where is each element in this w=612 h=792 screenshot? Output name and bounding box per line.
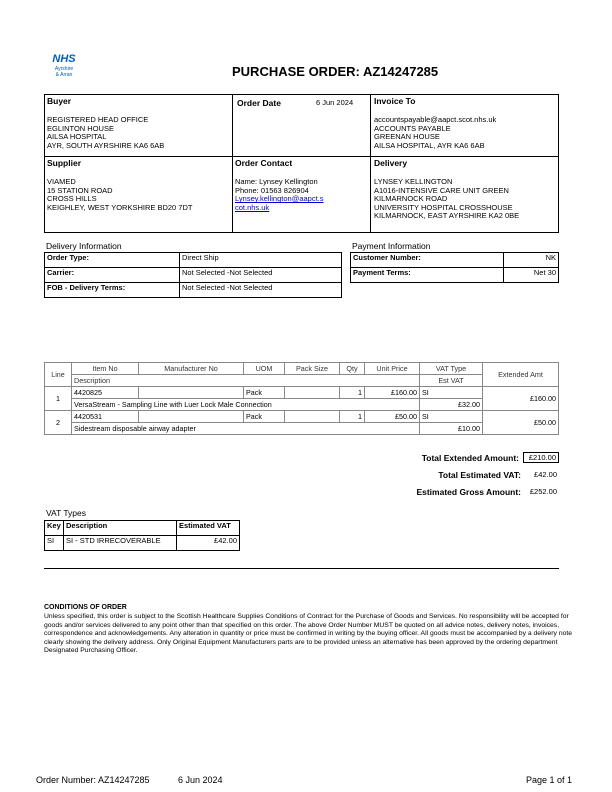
total-vat-label: Total Estimated VAT:	[438, 469, 521, 480]
supplier-line: KEIGHLEY, WEST YORKSHIRE BD20 7DT	[47, 202, 193, 212]
buyer-line: AYR, SOUTH AYRSHIRE KA6 6AB	[47, 140, 165, 150]
footer-order-number: Order Number: AZ14247285	[36, 775, 150, 785]
gross-amount-label: Estimated Gross Amount:	[416, 486, 521, 497]
table-row	[45, 399, 559, 411]
delivery-section	[374, 158, 558, 221]
table-row	[45, 423, 559, 435]
contact-phone: Phone: 01563 826904	[235, 185, 309, 195]
col-extended-amt: Extended Amt	[483, 363, 559, 387]
supplier-line: CROSS HILLS	[47, 194, 97, 204]
qty: 1	[340, 387, 365, 399]
nhs-logo-sub1: Ayrshire	[54, 66, 74, 72]
contact-email-link-cont[interactable]: cot.nhs.uk	[235, 202, 270, 212]
unit-price: £160.00	[365, 387, 420, 399]
payment-terms-value: Net 30	[504, 268, 559, 283]
line-number: 1	[45, 387, 72, 411]
order-contact-label: Order Contact	[235, 158, 293, 168]
supplier-line: 15 STATION ROAD	[47, 185, 113, 195]
invoice-to-line: ACCOUNTS PAYABLE	[374, 123, 451, 133]
order-date-value: 6 Jun 2024	[316, 98, 354, 107]
nhs-logo	[44, 53, 84, 89]
table-row	[45, 536, 240, 551]
order-type-value: Direct Ship	[180, 253, 342, 268]
item-no: 4420531	[72, 411, 139, 423]
manufacturer-no	[139, 387, 244, 399]
carrier-value: Not Selected -Not Selected	[180, 268, 342, 283]
payment-info-table	[350, 252, 559, 283]
buyer-section	[47, 96, 229, 150]
col-pack-size: Pack Size	[285, 363, 340, 375]
vat-key: SI	[45, 536, 64, 551]
fob-label: FOB - Delivery Terms:	[45, 283, 180, 298]
table-row	[45, 387, 559, 399]
contact-email-link[interactable]: Lynsey.kellington@aapct.s	[235, 194, 324, 204]
order-date-label: Order Date	[237, 98, 281, 108]
supplier-section	[47, 158, 229, 212]
invoice-to-line: accountspayable@aapct.scot.nhs.uk	[374, 115, 497, 124]
buyer-line: EGLINTON HOUSE	[47, 123, 114, 133]
delivery-line: UNIVERSITY HOSPITAL CROSSHOUSE	[374, 202, 513, 212]
customer-number-value: NK	[504, 253, 559, 268]
invoice-to-label: Invoice To	[374, 96, 416, 106]
col-description: Description	[72, 375, 420, 387]
delivery-line: KILMARNOCK, EAST AYRSHIRE KA2 0BE	[374, 211, 520, 221]
invoice-to-section	[374, 96, 556, 150]
item-no: 4420825	[72, 387, 139, 399]
nhs-logo-sub2: & Arran	[55, 72, 73, 78]
invoice-to-line: AILSA HOSPITAL, AYR KA6 6AB	[374, 140, 485, 150]
vat-type: SI	[420, 411, 483, 423]
unit-price: £50.00	[365, 411, 420, 423]
footer-date: 6 Jun 2024	[178, 775, 223, 785]
nhs-logo-text: NHS	[52, 53, 76, 65]
col-unit-price: Unit Price	[365, 363, 420, 375]
vat-types-title: VAT Types	[46, 508, 87, 518]
manufacturer-no	[139, 411, 244, 423]
supplier-line: VIAMED	[47, 177, 76, 186]
conditions-text: Unless specified, this order is subject to the Scottish Healthcare Supplies Conditions of Contract for the Purchase of Goods and Services. No responsibility will be accepted for goods and/or services delivered to any point other than that specified on this order. The above Order Number MUST be quoted on all advice notes, delivery notes, invoices, correspondence and acknowledgements. Any alteration in quantity or price must be confirmed in writing by the buying officer. All goods must be accompanied by a delivery note clearly showing the delivery address. Only Original Equipment Manufacturers parts are to be provided unless an alternative has been approved by the ordering department Designated Purchasing Officer.	[44, 613, 573, 655]
extended-amount: £160.00	[483, 387, 559, 411]
line-description: Sidestream disposable airway adapter	[72, 423, 420, 435]
est-vat: £10.00	[420, 423, 483, 435]
total-extended-label: Total Extended Amount:	[421, 452, 519, 463]
line-description: VersaStream - Sampling Line with Luer Lock Male Connection	[72, 399, 420, 411]
payment-info-title: Payment Information	[352, 241, 431, 251]
col-item-no: Item No	[72, 363, 139, 375]
vat-types-table	[44, 520, 240, 551]
contact-name: Name: Lynsey Kellington	[235, 177, 318, 186]
buyer-line: REGISTERED HEAD OFFICE	[47, 115, 149, 124]
vat-description: SI - STD IRRECOVERABLE	[64, 536, 177, 551]
delivery-info-table	[44, 252, 342, 298]
order-contact-section	[235, 158, 367, 212]
uom: Pack	[244, 411, 285, 423]
total-vat-value: £42.00	[534, 470, 557, 479]
vat-col-estimated: Estimated VAT	[177, 521, 240, 536]
supplier-label: Supplier	[47, 158, 82, 168]
table-row	[45, 411, 559, 423]
col-manufacturer-no: Manufacturer No	[139, 363, 244, 375]
customer-number-label: Customer Number:	[351, 253, 504, 268]
totals-block	[370, 449, 559, 500]
vat-estimated: £42.00	[177, 536, 240, 551]
col-uom: UOM	[244, 363, 285, 375]
payment-terms-label: Payment Terms:	[351, 268, 504, 283]
vat-type: SI	[420, 387, 483, 399]
pack-size	[285, 387, 340, 399]
qty: 1	[340, 411, 365, 423]
vat-col-description: Description	[64, 521, 177, 536]
delivery-line: KILMARNOCK ROAD	[374, 194, 448, 204]
col-line: Line	[45, 363, 72, 387]
buyer-label: Buyer	[47, 96, 72, 106]
delivery-line: LYNSEY KELLINGTON	[374, 177, 453, 186]
line-number: 2	[45, 411, 72, 435]
conditions-title: CONDITIONS OF ORDER	[44, 604, 127, 611]
buyer-line: AILSA HOSPITAL	[47, 132, 107, 142]
divider	[44, 568, 559, 569]
col-qty: Qty	[340, 363, 365, 375]
gross-amount-value: £252.00	[529, 487, 557, 496]
delivery-line: A1016-INTENSIVE CARE UNIT GREEN	[374, 185, 509, 195]
fob-value: Not Selected -Not Selected	[180, 283, 342, 298]
extended-amount: £50.00	[483, 411, 559, 435]
pack-size	[285, 411, 340, 423]
page-title: PURCHASE ORDER: AZ14247285	[232, 64, 439, 79]
order-type-label: Order Type:	[45, 253, 180, 268]
carrier-label: Carrier:	[45, 268, 180, 283]
est-vat: £32.00	[420, 399, 483, 411]
vat-col-key: Key	[45, 521, 64, 536]
delivery-label: Delivery	[374, 158, 408, 168]
footer-page: Page 1 of 1	[526, 775, 573, 785]
invoice-to-line: GREENAN HOUSE	[374, 132, 440, 142]
col-vat-type: VAT Type	[420, 363, 483, 375]
uom: Pack	[244, 387, 285, 399]
order-lines-table	[44, 362, 559, 435]
total-extended-value: £210.00	[523, 452, 559, 463]
delivery-info-title: Delivery Information	[46, 241, 122, 251]
col-est-vat: Est VAT	[420, 375, 483, 387]
